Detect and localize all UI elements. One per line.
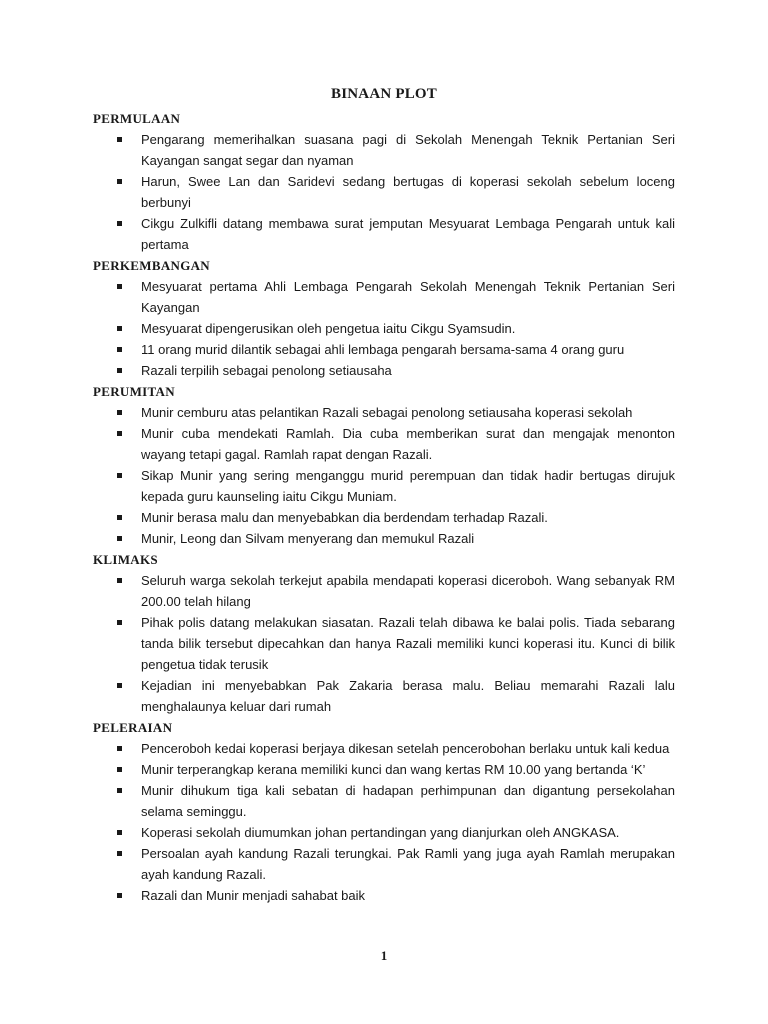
square-bullet-icon (117, 221, 122, 226)
bullet-list (93, 402, 675, 549)
bullet-list (93, 570, 675, 717)
square-bullet-icon (117, 767, 122, 772)
page-number: 1 (380, 948, 388, 963)
list-item-text: Koperasi sekolah diumumkan johan pertandingan yang dianjurkan oleh ANGKASA. (141, 825, 620, 840)
list-item-text: Munir, Leong dan Silvam menyerang dan memukul Razali (141, 531, 475, 546)
list-item-text: Pengarang memerihalkan suasana pagi di Sekolah Menengah Teknik Pertanian Seri Kayangan sangat segar dan nyaman (141, 132, 675, 168)
list-item-text: Razali dan Munir menjadi sahabat baik (141, 888, 366, 903)
square-bullet-icon (117, 326, 122, 331)
list-item (93, 213, 675, 255)
list-item-text: Kejadian ini menyebabkan Pak Zakaria berasa malu. Beliau memarahi Razali lalu menghalaunya keluar dari rumah (141, 678, 675, 714)
square-bullet-icon (117, 410, 122, 415)
section-heading: PERMULAAN (93, 111, 181, 126)
square-bullet-icon (117, 473, 122, 478)
section-permulaan (93, 108, 675, 255)
list-item (93, 171, 675, 213)
square-bullet-icon (117, 851, 122, 856)
list-item (93, 528, 675, 549)
section-heading: PERKEMBANGAN (93, 258, 210, 273)
square-bullet-icon (117, 368, 122, 373)
section-heading: PELERAIAN (93, 720, 173, 735)
list-item-text: Mesyuarat pertama Ahli Lembaga Pengarah Sekolah Menengah Teknik Pertanian Seri Kayangan (141, 279, 675, 315)
list-item-text: Munir cuba mendekati Ramlah. Dia cuba memberikan surat dan mengajak menonton wayang tetapi gagal. Ramlah rapat dengan Razali. (141, 426, 675, 462)
square-bullet-icon (117, 515, 122, 520)
square-bullet-icon (117, 893, 122, 898)
bullet-list (93, 276, 675, 381)
square-bullet-icon (117, 347, 122, 352)
square-bullet-icon (117, 179, 122, 184)
list-item (93, 276, 675, 318)
list-item (93, 339, 675, 360)
list-item-text: Sikap Munir yang sering menganggu murid perempuan dan tidak hadir bertugas dirujuk kepada guru kaunseling iaitu Cikgu Muniam. (141, 468, 675, 504)
square-bullet-icon (117, 137, 122, 142)
plot-structure-content (93, 108, 675, 906)
section-perkembangan (93, 255, 675, 381)
list-item-text: Munir berasa malu dan menyebabkan dia berdendam terhadap Razali. (141, 510, 548, 525)
list-item (93, 507, 675, 528)
list-item (93, 675, 675, 717)
section-heading: PERUMITAN (93, 384, 175, 399)
list-item (93, 738, 675, 759)
list-item (93, 759, 675, 780)
list-item (93, 360, 675, 381)
list-item (93, 129, 675, 171)
list-item-text: Harun, Swee Lan dan Saridevi sedang bertugas di koperasi sekolah sebelum loceng berbunyi (141, 174, 675, 210)
list-item-text: Persoalan ayah kandung Razali terungkai. Pak Ramli yang juga ayah Ramlah merupakan ayah kandung Razali. (141, 846, 675, 882)
square-bullet-icon (117, 578, 122, 583)
list-item-text: Penceroboh kedai koperasi berjaya dikesan setelah pencerobohan berlaku untuk kali kedua (141, 741, 670, 756)
section-klimaks (93, 549, 675, 717)
list-item (93, 465, 675, 507)
list-item (93, 780, 675, 822)
section-heading: KLIMAKS (93, 552, 158, 567)
bullet-list (93, 129, 675, 255)
list-item-text: Munir terperangkap kerana memiliki kunci dan wang kertas RM 10.00 yang bertanda ‘K’ (141, 762, 646, 777)
page-title: BINAAN PLOT (331, 86, 437, 102)
list-item-text: Munir cemburu atas pelantikan Razali sebagai penolong setiausaha koperasi sekolah (141, 405, 633, 420)
list-item (93, 318, 675, 339)
list-item (93, 402, 675, 423)
list-item (93, 822, 675, 843)
square-bullet-icon (117, 536, 122, 541)
list-item (93, 570, 675, 612)
square-bullet-icon (117, 830, 122, 835)
list-item (93, 612, 675, 675)
list-item-text: Razali terpilih sebagai penolong setiausaha (141, 363, 392, 378)
list-item-text: Seluruh warga sekolah terkejut apabila mendapati koperasi diceroboh. Wang sebanyak RM 200.00 telah hilang (141, 573, 675, 609)
section-peleraian (93, 717, 675, 906)
list-item-text: Pihak polis datang melakukan siasatan. Razali telah dibawa ke balai polis. Tiada sebarang tanda bilik tersebut dipecahkan dan hanya Razali memiliki kunci koperasi itu. Kunci di bilik pengetua tidak terusik (141, 615, 675, 672)
square-bullet-icon (117, 746, 122, 751)
list-item-text: 11 orang murid dilantik sebagai ahli lembaga pengarah bersama-sama 4 orang guru (141, 342, 625, 357)
list-item (93, 843, 675, 885)
square-bullet-icon (117, 788, 122, 793)
square-bullet-icon (117, 284, 122, 289)
section-perumitan (93, 381, 675, 549)
list-item-text: Cikgu Zulkifli datang membawa surat jemputan Mesyuarat Lembaga Pengarah untuk kali pertama (141, 216, 675, 252)
list-item (93, 423, 675, 465)
list-item (93, 885, 675, 906)
square-bullet-icon (117, 431, 122, 436)
list-item-text: Munir dihukum tiga kali sebatan di hadapan perhimpunan dan digantung persekolahan selama seminggu. (141, 783, 675, 819)
square-bullet-icon (117, 620, 122, 625)
square-bullet-icon (117, 683, 122, 688)
list-item-text: Mesyuarat dipengerusikan oleh pengetua iaitu Cikgu Syamsudin. (141, 321, 516, 336)
bullet-list (93, 738, 675, 906)
